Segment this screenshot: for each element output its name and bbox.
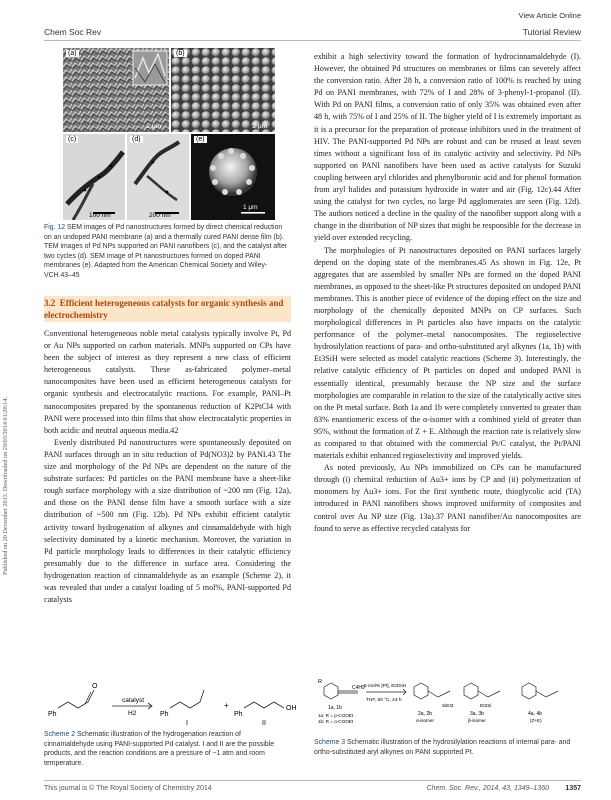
scheme-3-label: SiEt3 bbox=[442, 704, 454, 709]
panel-d-scale: 200 nm bbox=[149, 212, 171, 219]
scheme-3-caption-label: Scheme 3 bbox=[314, 739, 346, 746]
scheme-3-label: THF, 60 °C, 24 h bbox=[366, 698, 402, 703]
section-heading bbox=[44, 296, 291, 322]
figure-12-caption bbox=[44, 223, 291, 281]
scheme-3-label: Et3Si bbox=[480, 704, 492, 709]
page-number: 1357 bbox=[565, 785, 581, 792]
publication-note: Published on 20 December 2013. Downloaded on 29/03/2014 01:20:14. bbox=[2, 396, 9, 575]
scheme-3-label: 2a, 2b bbox=[418, 711, 432, 717]
scheme-2-caption bbox=[44, 730, 291, 768]
figure-12 bbox=[63, 48, 275, 220]
article-type: Tutorial Review bbox=[522, 27, 581, 37]
paragraph: Conventional heterogeneous noble metal catalysts typically involve Pt, Pd or Au NPs supported on carbon materials. MNPs supported on CPs have been the subject of interest as they represent a new class of efficient heterogeneous catalysts. These as-fabricated polymer–metal nanocomposites have been used as efficient heterogeneous catalysts for organic synthesis and electrocatalytic reactions. For example, PANI–Pt nanocomposites prepared by the spontaneous reduction of K2PtCl4 with PANI were processed into thin films that show electrocatalytic properties in both acidic and neutral aqueous media.42 bbox=[44, 329, 291, 435]
scheme-3-label: (Z+E) bbox=[530, 718, 542, 723]
right-column bbox=[314, 51, 581, 535]
panel-b-label: (b) bbox=[176, 50, 185, 57]
scheme-3-caption-text: Schematic illustration of the hydrosilylation reactions of internal para- and ortho-substituted aryl alkynes on PANI supported Pt. bbox=[314, 739, 571, 756]
scheme-3-label: 1a: R = p-COOEt bbox=[318, 713, 354, 718]
panel-d-label: (d) bbox=[132, 136, 141, 143]
publication-sidebar bbox=[2, 215, 14, 575]
header-rule bbox=[44, 40, 581, 41]
scheme-3-label: 3a, 3b bbox=[470, 711, 484, 717]
scheme-2-label: II bbox=[262, 720, 266, 727]
scheme-2-drawing bbox=[44, 678, 304, 728]
panel-c-label: (c) bbox=[68, 136, 77, 143]
scheme-2-caption-label: Scheme 2 bbox=[44, 731, 76, 738]
panel-a-label: (a) bbox=[68, 50, 77, 57]
scheme-2-label: Ph bbox=[160, 711, 169, 718]
scheme-3-label: β-isomer bbox=[468, 718, 486, 723]
panel-c-image bbox=[63, 134, 125, 220]
panel-c-scale: 100 nm bbox=[89, 212, 111, 219]
section-number: 3.2 bbox=[44, 298, 56, 308]
left-column bbox=[44, 328, 291, 606]
panel-b-image bbox=[171, 48, 275, 132]
paragraph: Evenly distributed Pd nanostructures were spontaneously deposited on PANI surfaces through an in situ reduction of Pd(NO3)2 by PANI.43 The size and morphology of the Pd NPs are dependent on the nature of the substrate surfaces: Pd particles on the PANI membrane have a sheet-like rough surface morphology with a size distribution of ~200 nm (Fig. 12a), and those on the PANI dense film have a smooth surface with a size distribution of ~500 nm (Fig. 12b). Pd NPs exhibit efficient catalytic activity toward hydrogenation of alkynes and cinnamaldehyde with high selectivity dominated by a kinetic mechanism. Moreover, the variation in Pd particle morphology leads to differences in their catalytic efficiency presumably due to the difference in surface area. Considering the hydrogenation reaction of cinnamaldehyde as an example (Scheme 2), it was revealed that under a catalyst loading of 5 mol%, PANI-supported Pd catalysts bbox=[44, 437, 291, 605]
scheme-2-label: OH bbox=[286, 705, 297, 712]
scheme-3-label: α-isomer bbox=[416, 718, 434, 723]
scheme-2-label: + bbox=[224, 701, 229, 710]
scheme-2-label: Ph bbox=[48, 711, 57, 718]
panel-e-image bbox=[191, 134, 275, 220]
copyright-note: This journal is © The Royal Society of Chemistry 2014 bbox=[44, 785, 212, 792]
journal-name: Chem Soc Rev bbox=[44, 27, 102, 37]
scheme-2-label: catalyst bbox=[122, 697, 145, 704]
scheme-3-drawing bbox=[314, 665, 581, 737]
footer-rule bbox=[44, 780, 581, 781]
scheme-2-label: Ph bbox=[234, 711, 243, 718]
panel-d-image bbox=[127, 134, 189, 220]
scheme-3-label: R bbox=[318, 679, 322, 685]
panel-e-scale: 1 μm bbox=[243, 204, 258, 211]
paragraph: As noted previously, Au NPs immobilized on CPs can be manufactured through (i) chemical reduction of Au3+ ions by CP and (ii) polymerization of monomers by Au3+ ions. For the first synthetic route, thioglycolic acid (TA) introduced in PANI nanofibers shows improved uniformity of composites and control over Au NP size (Fig. 13a).37 PANI nanofiber/Au nanocomposites are found to serve as effective recycled catalysts for bbox=[314, 463, 581, 533]
scheme-3-label: C4H9 bbox=[352, 685, 365, 691]
paragraph: The morphologies of Pt nanostructures deposited on PANI surfaces largely depend on the doping state of the membranes.45 As shown in Fig. 12e, Pt aggregates that are assembled by smaller NPs are formed on the doped PANI membranes, as opposed to the sheet-like Pt structures deposited on undoped PANI membranes. This is another piece of evidence of the doping effect on the size and morphology of the chemically deposited MNPs on CP surfaces. Such morphological differences in Pt particles also have impacts on the catalytic performance of the polymer–metal nanocomposites. The regioselective hydrosilylation reactions of para- and ortho-substituted aryl alkynes (1a, 1b) with Et3SiH were selected as model catalytic reactions (Scheme 3). Interestingly, the relative catalytic efficiency of Pt particles on doped and undoped PANI is essentially identical, presumably because the NP size and the surface morphologies are comparable in relation to the size of the catalytically active sites on the Pt metal surface. Both 1a and 1b were completely converted to greater than 83% enantiomeric excess of the α-isomer with a combined yield of greater than 95%, without the formation of Z + E. Although the reaction rate is relatively slow as compared to that obtained with the commercial Pt/C catalyst, the Pt/PANI materials exhibit enhanced regioselectivity and improved yields. bbox=[314, 245, 581, 461]
section-title: Efficient heterogeneous catalysts for organic synthesis and electrochemistry bbox=[44, 298, 284, 320]
scheme-3-caption bbox=[314, 738, 581, 757]
scheme-2-label: H2 bbox=[128, 710, 137, 717]
scheme-3-label: 5 mol% [Pt], Et3SiH bbox=[364, 684, 407, 689]
scheme-2-caption-text: Schematic illustration of the hydrogenation reaction of cinnamaldehyde using PANI-supported Pd catalyst. I and II are the possible products, and the reaction conditions are a pressure of ~1 atm and room temperature. bbox=[44, 731, 275, 767]
panel-a-image bbox=[63, 48, 169, 132]
figure-12-caption-label: Fig. 12 bbox=[44, 224, 66, 231]
view-article-link[interactable]: View Article Online bbox=[518, 11, 581, 20]
scheme-3-label: 1b: R = o-COOEt bbox=[318, 719, 354, 724]
panel-e-label: (e) bbox=[196, 136, 205, 143]
scheme-2-label: I bbox=[186, 720, 188, 727]
scheme-2-label: O bbox=[92, 683, 98, 690]
scheme-3-label: 4a, 4b bbox=[528, 711, 542, 717]
paragraph: exhibit a high selectivity toward the formation of hydrocinnamaldehyde (I). However, the obtained Pd structures on membranes or films can severely affect the conversion ratio. After 28 h, a conversion ratio of 100% is reached by using Pd on PANI membranes, with 72% of I and 28% of 3-phenyl-1-propanol (II). With Pd on PANI films, a conversion ratio of only 35% was obtained even after 48 h, with 75% of I and 25% of II. The higher yield of I is extremely important as it is a precursor for the preparation of protease inhibitors used in the treatment of HIV. The PANI-supported Pd NPs are robust and can be reused at least seven times without a significant loss of its catalytic activity and selectivity. Pd NPs supported on PANI nanofibers have been used as active catalysts for Suzuki coupling between aryl chlorides and phenylboronic acid and for phenol formation from aryl halides and potassium hydroxide in water and air (Fig. 12c).44 After using the catalyst for two cycles, no large Pd agglomerates are seen (Fig. 12d). The authors noticed a decline in the quality of the nanofiber support along with a change in the distribution of NP sizes that might be responsible for the decrease in yield over extended recycling. bbox=[314, 52, 581, 243]
figure-12-caption-text: SEM images of Pd nanostructures formed by direct chemical reduction on an undoped PANI membrane (a) and a thermally cured PANI dense film (b). TEM images of Pd NPs supported on PANI nanofibers (c), and the catalyst after two cycles (d). SEM image of Pt nanostructures formed on doped PANI membranes (e). Adapted from the American Chemical Society and Wiley-VCH.43–45 bbox=[44, 224, 288, 279]
scheme-3-label: 1a, 1b bbox=[328, 705, 342, 711]
panel-b-scale: 2 μm bbox=[252, 123, 267, 130]
panel-a-scale: 2 μm bbox=[146, 123, 161, 130]
citation: Chem. Soc. Rev., 2014, 43, 1349–1360 bbox=[426, 785, 549, 792]
